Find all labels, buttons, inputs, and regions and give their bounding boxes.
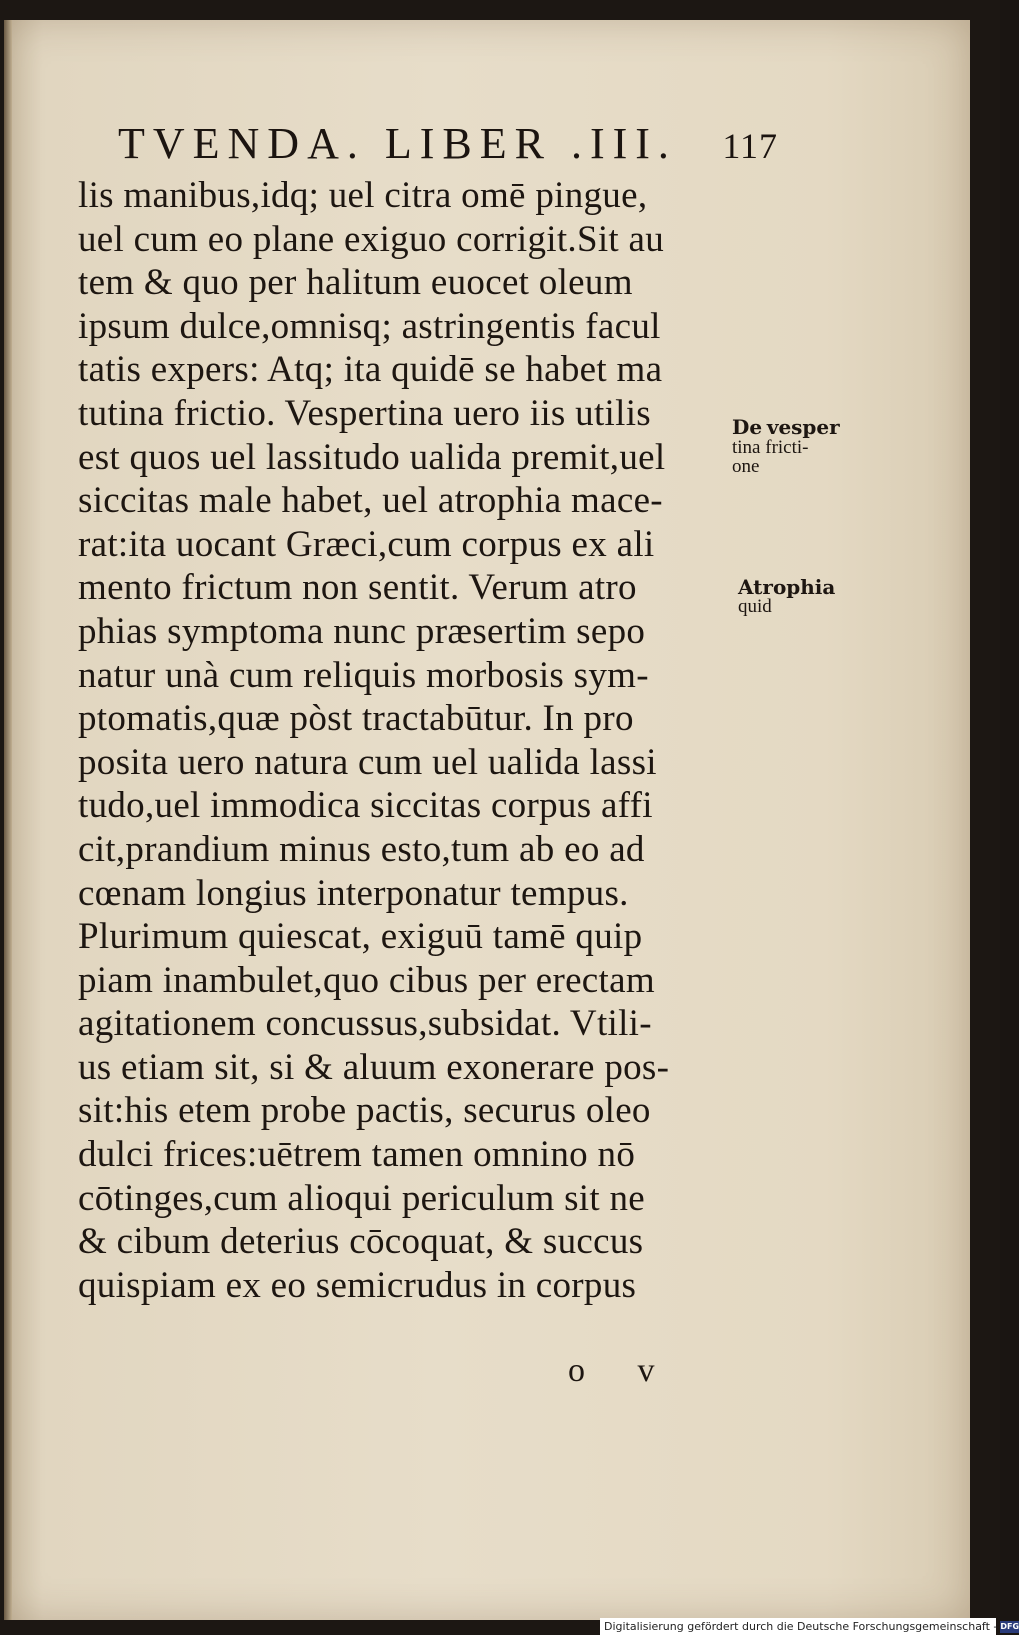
running-title: TVENDA. LIBER .III. xyxy=(118,119,677,168)
text-line: cit,prandium minus esto,tum ab eo ad xyxy=(78,828,645,870)
text-line: tem & quo per halitum euocet oleum xyxy=(78,262,633,304)
margin-note-line: tina fricti- xyxy=(732,437,809,458)
margin-note-blackletter: vesper xyxy=(766,415,840,439)
dfg-logo-icon: DFG xyxy=(1000,1621,1019,1631)
digitization-footer xyxy=(600,1618,1019,1635)
margin-note-vespertina xyxy=(732,415,840,477)
signature-mark: o v xyxy=(568,1352,677,1389)
text-line: tutina frictio. Vespertina uero iis utilis xyxy=(78,392,651,434)
text-line: ptomatis,quæ pòst tractabūtur. In pro xyxy=(78,698,634,740)
text-line: tatis expers: Atq; ita quidē se habet ma xyxy=(78,349,663,391)
text-line: dulci frices:uētrem tamen omnino nō xyxy=(78,1134,636,1176)
text-line: Plurimum quiescat, exiguū tamē quip xyxy=(78,916,643,958)
text-line: mento frictum non sentit. Verum atro xyxy=(78,567,637,609)
margin-note-line: quid xyxy=(738,596,772,617)
margin-note-blackletter: De xyxy=(732,415,763,439)
margin-note-line: one xyxy=(732,456,760,477)
text-line: rat:ita uocant Græci,cum corpus ex ali xyxy=(78,523,655,565)
text-line: us etiam sit, si & aluum exonerare pos- xyxy=(78,1046,670,1088)
text-line: & cibum deterius cōcoquat, & succus xyxy=(78,1221,644,1263)
text-line: est quos uel lassitudo ualida premit,uel xyxy=(78,436,666,478)
body-text xyxy=(78,174,738,1307)
text-line: natur unà cum reliquis morbosis sym- xyxy=(78,654,649,696)
text-line: quispiam ex eo semicrudus in corpus xyxy=(78,1264,637,1306)
text-line: piam inambulet,quo cibus per erectam xyxy=(78,959,655,1001)
text-line: cōtinges,cum alioqui periculum sit ne xyxy=(78,1177,646,1219)
running-header xyxy=(118,118,778,168)
text-line: sit:his etem probe pactis, securus oleo xyxy=(78,1090,651,1132)
text-line: siccitas male habet, uel atrophia mace- xyxy=(78,480,663,522)
text-line: cœnam longius interponatur tempus. xyxy=(78,872,629,914)
folio-number: 117 xyxy=(722,126,778,166)
text-line: phias symptoma nunc præsertim sepo xyxy=(78,610,646,652)
text-line: agitationem concussus,subsidat. Vtili- xyxy=(78,1003,652,1045)
footer-credit: Digitalisierung gefördert durch die Deutsche Forschungsgemeinschaft - xyxy=(604,1620,998,1633)
margin-note-atrophia xyxy=(738,575,836,617)
text-line: uel cum eo plane exiguo corrigit.Sit au xyxy=(78,218,665,260)
text-line: lis manibus,idq; uel citra omē pingue, xyxy=(78,175,648,216)
margin-note-blackletter: Atrophia xyxy=(738,575,836,599)
text-line: ipsum dulce,omnisq; astringentis facul xyxy=(78,305,661,347)
text-line: posita uero natura cum uel ualida lassi xyxy=(78,741,657,783)
text-line: tudo,uel immodica siccitas corpus affi xyxy=(78,785,653,827)
page-binding-edge xyxy=(4,20,12,1620)
